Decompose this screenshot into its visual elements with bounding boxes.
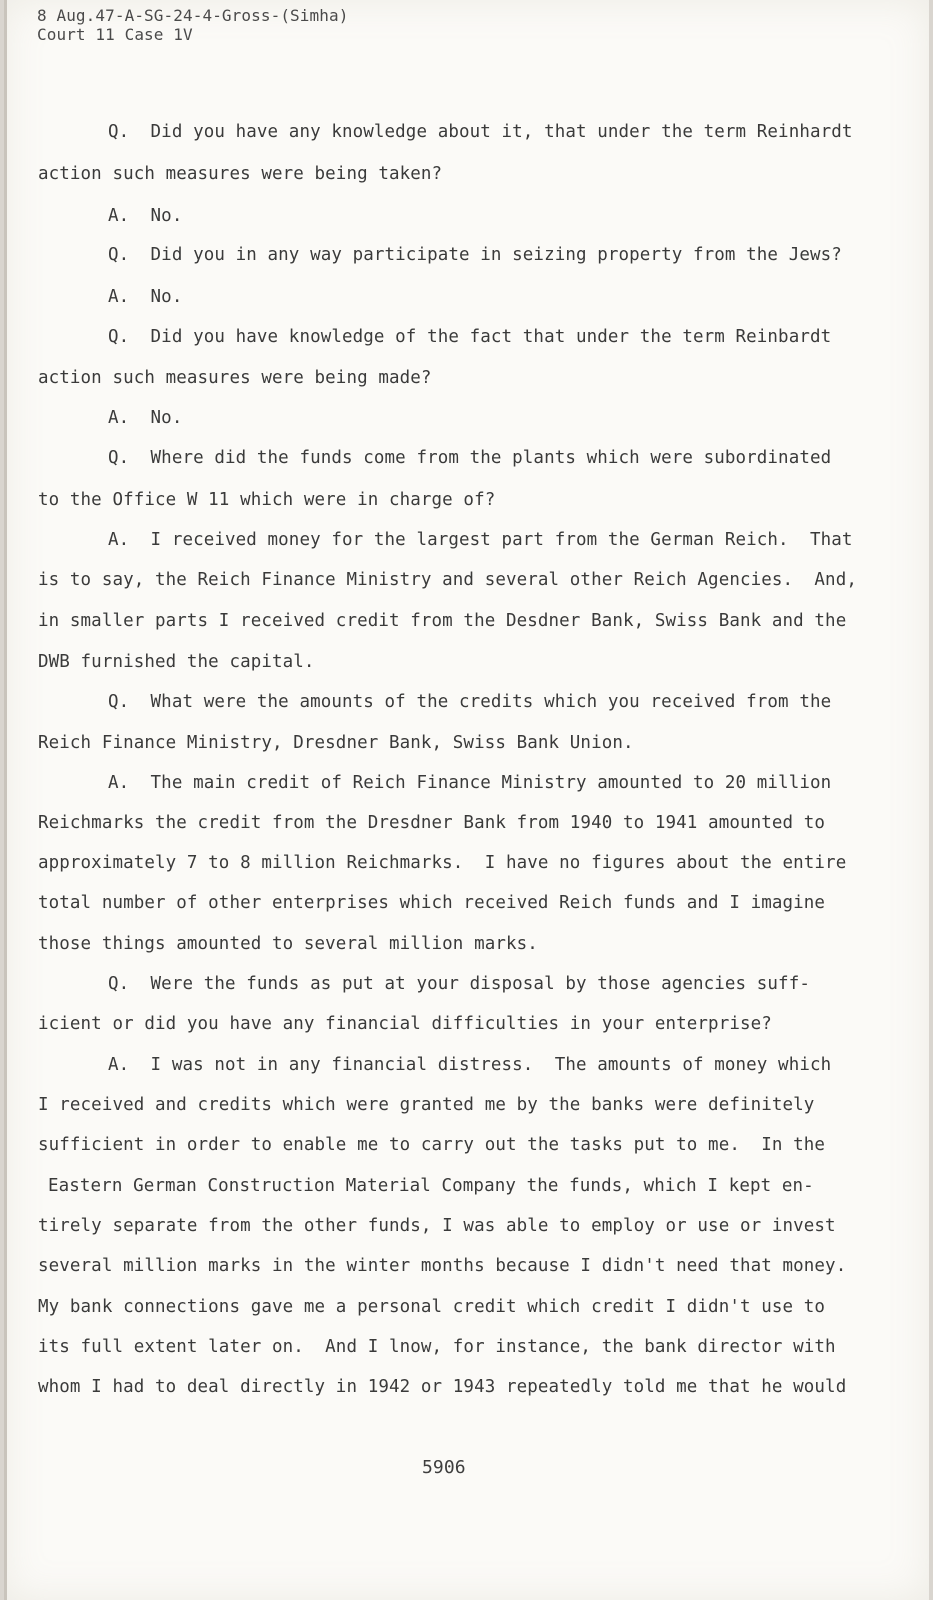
transcript-line: total number of other enterprises which received Reich funds and I imagine (38, 893, 826, 913)
transcript-line: Q. Were the funds as put at your disposal by those agencies suff- (108, 974, 810, 994)
transcript-line: I received and credits which were granted me by the banks were definitely (38, 1095, 815, 1115)
transcript-line: its full extent later on. And I lnow, for instance, the bank director with (38, 1337, 836, 1357)
transcript-line: Reichmarks the credit from the Dresdner Bank from 1940 to 1941 amounted to (38, 813, 826, 833)
transcript-line: Eastern German Construction Material Company the funds, which I kept en- (48, 1176, 814, 1196)
transcript-line: in smaller parts I received credit from the Desdner Bank, Swiss Bank and the (38, 611, 847, 631)
transcript-line: icient or did you have any financial difficulties in your enterprise? (38, 1014, 772, 1034)
transcript-line: DWB furnished the capital. (38, 652, 315, 672)
header-reference: 8 Aug.47-A-SG-24-4-Gross-(Simha) (37, 6, 349, 25)
transcript-line: Q. Did you have any knowledge about it, that under the term Reinhardt (108, 122, 853, 142)
transcript-line: those things amounted to several million marks. (38, 934, 538, 954)
transcript-line: A. No. (108, 206, 183, 226)
transcript-line: A. No. (108, 408, 183, 428)
transcript-line: action such measures were being made? (38, 368, 432, 388)
transcript-line: whom I had to deal directly in 1942 or 1943 repeatedly told me that he would (38, 1377, 847, 1397)
page-edge (4, 0, 7, 1600)
transcript-line: A. The main credit of Reich Finance Ministry amounted to 20 million (108, 773, 832, 793)
transcript-line: tirely separate from the other funds, I was able to employ or use or invest (38, 1216, 836, 1236)
transcript-line: sufficient in order to enable me to carry out the tasks put to me. In the (38, 1135, 826, 1155)
transcript-line: A. I received money for the largest part from the German Reich. That (108, 530, 853, 550)
transcript-line: Q. Did you have knowledge of the fact that under the term Reinbardt (108, 327, 832, 347)
transcript-line: action such measures were being taken? (38, 164, 443, 184)
transcript-line: Reich Finance Ministry, Dresdner Bank, Swiss Bank Union. (38, 733, 634, 753)
document-page (4, 0, 929, 1600)
transcript-line: approximately 7 to 8 million Reichmarks. I have no figures about the entire (38, 853, 847, 873)
transcript-line: A. No. (108, 287, 183, 307)
page-number: 5906 (422, 1457, 466, 1478)
transcript-line: Q. Where did the funds come from the plants which were subordinated (108, 448, 832, 468)
transcript-line: several million marks in the winter months because I didn't need that money. (38, 1256, 847, 1276)
transcript-line: Q. What were the amounts of the credits which you received from the (108, 692, 832, 712)
transcript-line: to the Office W 11 which were in charge of? (38, 490, 496, 510)
transcript-line: A. I was not in any financial distress. The amounts of money which (108, 1055, 832, 1075)
transcript-line: is to say, the Reich Finance Ministry and several other Reich Agencies. And, (38, 570, 857, 590)
transcript-line: My bank connections gave me a personal credit which credit I didn't use to (38, 1297, 826, 1317)
transcript-line: Q. Did you in any way participate in seizing property from the Jews? (108, 245, 842, 265)
header-court-case: Court 11 Case 1V (37, 25, 193, 44)
